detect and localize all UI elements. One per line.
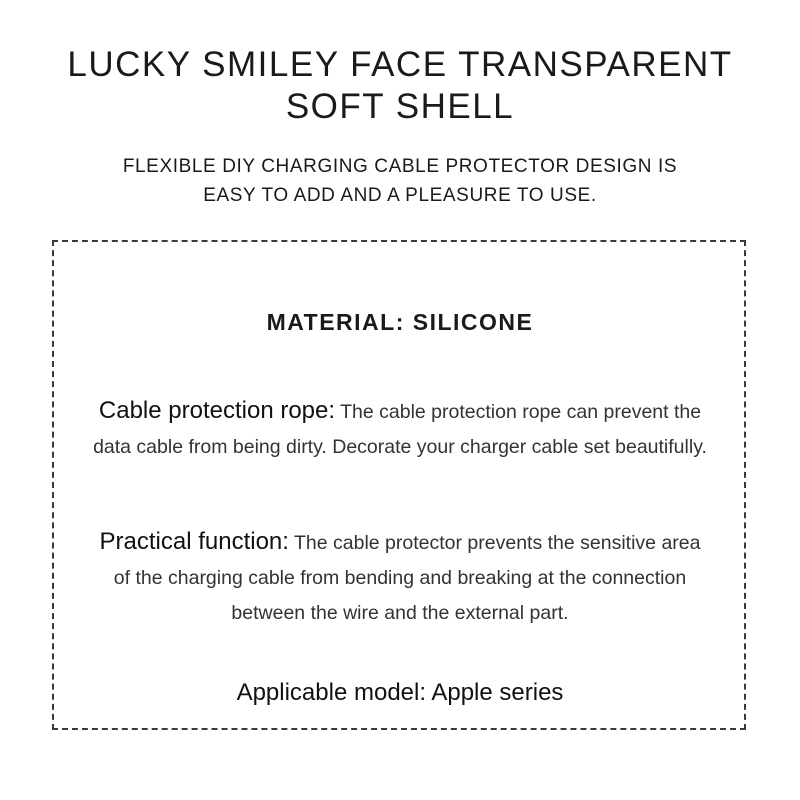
subtitle-line-1: FLEXIBLE DIY CHARGING CABLE PROTECTOR DESIGN IS <box>122 156 678 177</box>
subtitle-line-2: EASY TO ADD AND A PLEASURE TO USE. <box>203 185 597 206</box>
page-title <box>0 44 800 128</box>
practical-function-paragraph <box>90 524 710 631</box>
cable-protection-text: The cable protection rope can prevent the data cable from being dirty. Decorate your charger cable set beautifully. <box>93 401 707 458</box>
applicable-model: Applicable model: Apple series <box>236 679 564 706</box>
title-line-1: LUCKY SMILEY FACE TRANSPARENT <box>67 45 733 84</box>
practical-function-text: The cable protector prevents the sensitive area of the charging cable from bending and breaking at the connection between the wire and the external part. <box>113 532 701 624</box>
practical-function-label: Practical function: <box>99 528 289 555</box>
title-line-2: SOFT SHELL <box>285 87 515 126</box>
material-heading: MATERIAL: SILICONE <box>266 309 534 335</box>
cable-protection-label: Cable protection rope: <box>98 397 336 424</box>
cable-protection-paragraph <box>90 393 710 465</box>
subtitle <box>0 152 800 210</box>
